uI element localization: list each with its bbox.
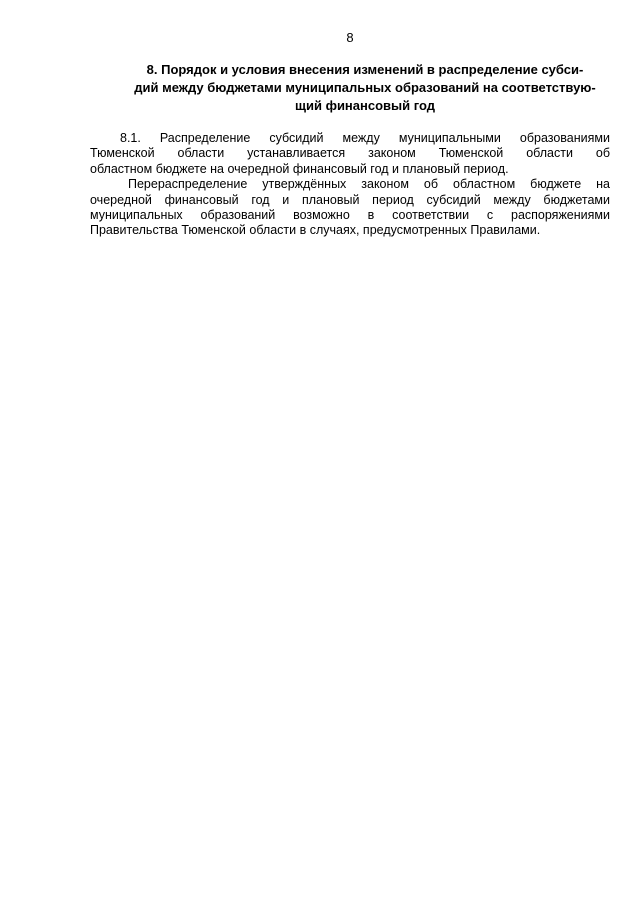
- paragraph-line: очередной финансовый год и плановый период субсидий между бюджетами: [90, 192, 610, 207]
- section-title-line: 8. Порядок и условия внесения изменений в распределение субси-: [146, 62, 584, 77]
- paragraph-line: областном бюджете на очередной финансовый год и плановый период.: [90, 161, 509, 176]
- paragraph-line: Правительства Тюменской области в случаях, предусмотренных Правилами.: [90, 223, 541, 238]
- paragraph-line: Перераспределение утверждённых законом об областном бюджете на: [128, 177, 610, 192]
- section-title-line: щий финансовый год: [295, 98, 435, 113]
- page-number: 8: [346, 30, 354, 45]
- paragraph-8-1: [90, 131, 610, 177]
- section-title: [120, 61, 610, 115]
- body-text: [90, 131, 610, 239]
- paragraph-line: муниципальных образований возможно в соответствии с распоряжениями: [90, 208, 610, 223]
- paragraph-line: Тюменской области устанавливается законом Тюменской области об: [90, 146, 610, 161]
- paragraph-redistribution: [90, 177, 610, 239]
- section-title-line: дий между бюджетами муниципальных образований на соответствую-: [134, 80, 596, 95]
- paragraph-line: 8.1. Распределение субсидий между муниципальными образованиями: [120, 131, 610, 145]
